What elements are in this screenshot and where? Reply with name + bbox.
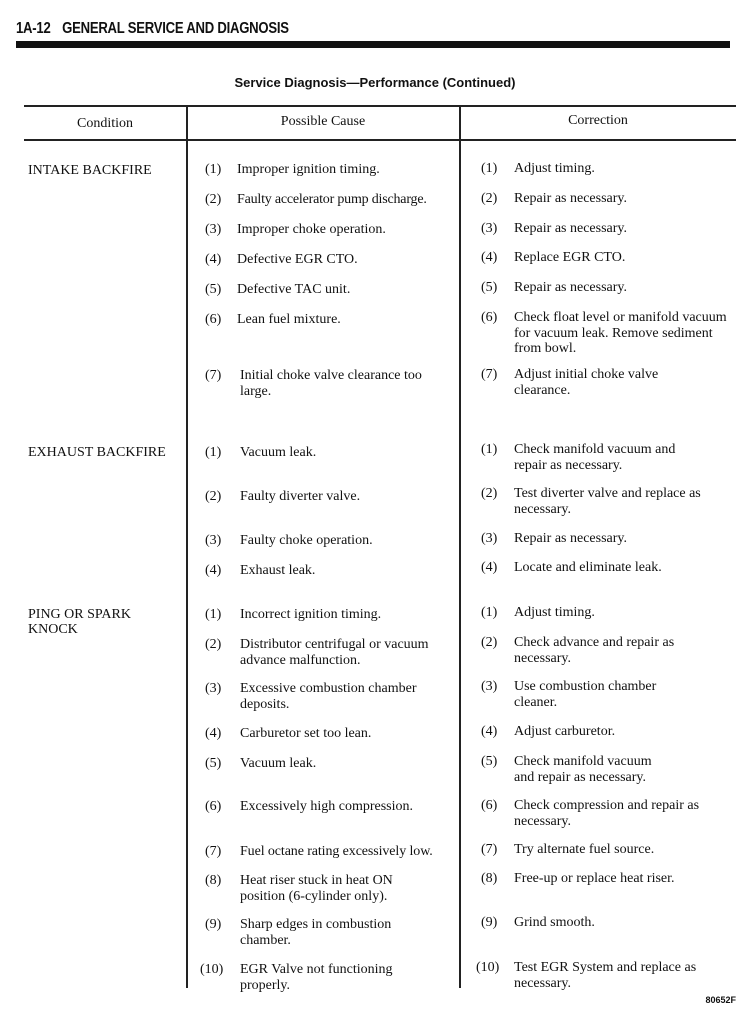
item-number: (6) — [481, 798, 498, 813]
cause-row — [205, 533, 465, 567]
correction-text: Try alternate fuel source. — [514, 842, 655, 857]
item-number: (1) — [205, 607, 222, 622]
item-number: (5) — [205, 756, 222, 771]
item-number: (2) — [205, 489, 222, 504]
correction-text: Replace EGR CTO. — [514, 250, 626, 265]
item-number: (7) — [205, 368, 222, 383]
correction-text: Check manifold vacuum and repair as necessary. — [514, 754, 652, 785]
cause-text: Initial choke valve clearance too large. — [240, 368, 422, 399]
cause-row — [205, 192, 465, 226]
condition-intake-backfire: INTAKE BACKFIRE — [28, 163, 152, 178]
item-number: (2) — [481, 635, 498, 650]
correction-text: Grind smooth. — [514, 915, 595, 930]
item-number: (1) — [205, 445, 222, 460]
correction-text: Free-up or replace heat riser. — [514, 871, 675, 886]
correction-row — [481, 486, 746, 534]
item-number: (3) — [205, 222, 222, 237]
item-number: (3) — [481, 679, 498, 694]
correction-row — [481, 798, 746, 846]
item-number: (2) — [481, 486, 498, 501]
header-bottom-rule — [24, 139, 736, 141]
cause-row — [205, 607, 465, 641]
cause-text: Faulty choke operation. — [240, 533, 373, 548]
correction-text: Repair as necessary. — [514, 191, 627, 206]
cause-text: Improper choke operation. — [237, 222, 386, 237]
item-number: (6) — [205, 799, 222, 814]
correction-text: Test EGR System and replace as necessary. — [514, 960, 697, 991]
item-number: (6) — [205, 312, 222, 327]
item-number: (3) — [481, 531, 498, 546]
item-number: (2) — [205, 192, 222, 207]
item-number: (4) — [205, 252, 222, 267]
item-number: (5) — [481, 754, 498, 769]
item-number: (7) — [481, 367, 498, 382]
item-number: (7) — [481, 842, 498, 857]
correction-row — [481, 442, 746, 490]
cause-text: Sharp edges in combustion chamber. — [240, 917, 392, 948]
cause-text: Fuel octane rating excessively low. — [240, 844, 433, 859]
cause-text: Improper ignition timing. — [237, 162, 380, 177]
table-top-rule — [24, 105, 736, 107]
item-number: (1) — [481, 442, 498, 457]
cause-row — [205, 368, 465, 402]
item-number: (4) — [481, 250, 498, 265]
cause-text: Defective EGR CTO. — [237, 252, 358, 267]
item-number: (8) — [481, 871, 498, 886]
cause-row — [205, 756, 465, 790]
item-number: (10) — [476, 960, 500, 975]
item-number: (9) — [481, 915, 498, 930]
correction-text: Check advance and repair as necessary. — [514, 635, 675, 666]
item-number: (7) — [205, 844, 222, 859]
cause-text: Excessively high compression. — [240, 799, 414, 814]
cause-row — [205, 222, 465, 256]
cause-text: EGR Valve not functioning properly. — [240, 962, 393, 993]
correction-text: Locate and eliminate leak. — [514, 560, 662, 575]
cause-text: Distributor centrifugal or vacuum advance malfunction. — [240, 637, 429, 668]
column-divider-1 — [186, 106, 188, 988]
correction-row — [481, 635, 746, 683]
correction-text: Test diverter valve and replace as necessary. — [514, 486, 701, 517]
item-number: (9) — [205, 917, 222, 932]
column-header-condition: Condition — [76, 116, 133, 131]
item-number: (2) — [481, 191, 498, 206]
cause-text: Faulty diverter valve. — [240, 489, 361, 504]
figure-code: 80652F — [705, 995, 736, 1005]
correction-row — [481, 367, 746, 415]
item-number: (3) — [205, 533, 222, 548]
item-number: (1) — [205, 162, 222, 177]
cause-row — [205, 563, 465, 597]
item-number: (1) — [481, 605, 498, 620]
correction-text: Adjust carburetor. — [514, 724, 616, 739]
item-number: (4) — [481, 560, 498, 575]
cause-text: Defective TAC unit. — [237, 282, 351, 297]
correction-text: Check float level or manifold vacuum for vacuum leak. Remove sediment from bowl. — [514, 310, 727, 356]
header-rule — [16, 41, 730, 48]
table-title: Service Diagnosis—Performance (Continued) — [234, 75, 516, 90]
cause-text: Vacuum leak. — [240, 756, 317, 771]
item-number: (1) — [481, 161, 498, 176]
cause-row — [205, 726, 465, 760]
cause-row — [205, 312, 465, 346]
cause-text: Heat riser stuck in heat ON position (6-cylinder only). — [240, 873, 393, 904]
condition-ping-or-spark-knock: PING OR SPARK KNOCK — [28, 607, 131, 637]
cause-text: Lean fuel mixture. — [237, 312, 341, 327]
correction-text: Repair as necessary. — [514, 221, 627, 236]
cause-row — [205, 681, 465, 715]
item-number: (3) — [205, 681, 222, 696]
cause-row — [205, 799, 465, 833]
correction-text: Repair as necessary. — [514, 531, 627, 546]
cause-row — [205, 282, 465, 316]
correction-row — [481, 679, 746, 727]
item-number: (4) — [481, 724, 498, 739]
page-header — [16, 20, 289, 38]
column-header-possible-cause: Possible Cause — [280, 114, 366, 129]
cause-text: Incorrect ignition timing. — [240, 607, 382, 622]
correction-text: Adjust timing. — [514, 161, 595, 176]
correction-row — [481, 560, 746, 608]
cause-row — [205, 637, 465, 671]
cause-row — [205, 489, 465, 523]
condition-exhaust-backfire: EXHAUST BACKFIRE — [28, 445, 166, 460]
item-number: (2) — [205, 637, 222, 652]
correction-row — [481, 754, 746, 802]
cause-row — [205, 873, 465, 907]
item-number: (6) — [481, 310, 498, 325]
cause-text: Excessive combustion chamber deposits. — [240, 681, 417, 712]
item-number: (5) — [481, 280, 498, 295]
correction-text: Adjust timing. — [514, 605, 595, 620]
correction-text: Adjust initial choke valve clearance. — [514, 367, 659, 398]
correction-text: Use combustion chamber cleaner. — [514, 679, 657, 710]
cause-text: Vacuum leak. — [240, 445, 317, 460]
correction-text: Repair as necessary. — [514, 280, 627, 295]
correction-text: Check compression and repair as necessary. — [514, 798, 700, 829]
cause-row — [200, 962, 465, 996]
cause-row — [205, 252, 465, 286]
section-title: GENERAL SERVICE AND DIAGNOSIS — [62, 20, 289, 37]
cause-text: Exhaust leak. — [240, 563, 316, 578]
item-number: (4) — [205, 563, 222, 578]
item-number: (10) — [200, 962, 224, 977]
correction-text: Check manifold vacuum and repair as necessary. — [514, 442, 676, 473]
cause-text: Carburetor set too lean. — [240, 726, 372, 741]
correction-row — [481, 915, 746, 963]
page-number: 1A-12 — [16, 20, 51, 37]
item-number: (4) — [205, 726, 222, 741]
cause-text: Faulty accelerator pump discharge. — [237, 192, 427, 207]
correction-row — [481, 310, 746, 358]
item-number: (8) — [205, 873, 222, 888]
item-number: (5) — [205, 282, 222, 297]
correction-row — [481, 871, 746, 919]
column-header-correction: Correction — [568, 113, 628, 128]
cause-row — [205, 162, 465, 196]
cause-row — [205, 917, 465, 951]
item-number: (3) — [481, 221, 498, 236]
cause-row — [205, 445, 465, 479]
